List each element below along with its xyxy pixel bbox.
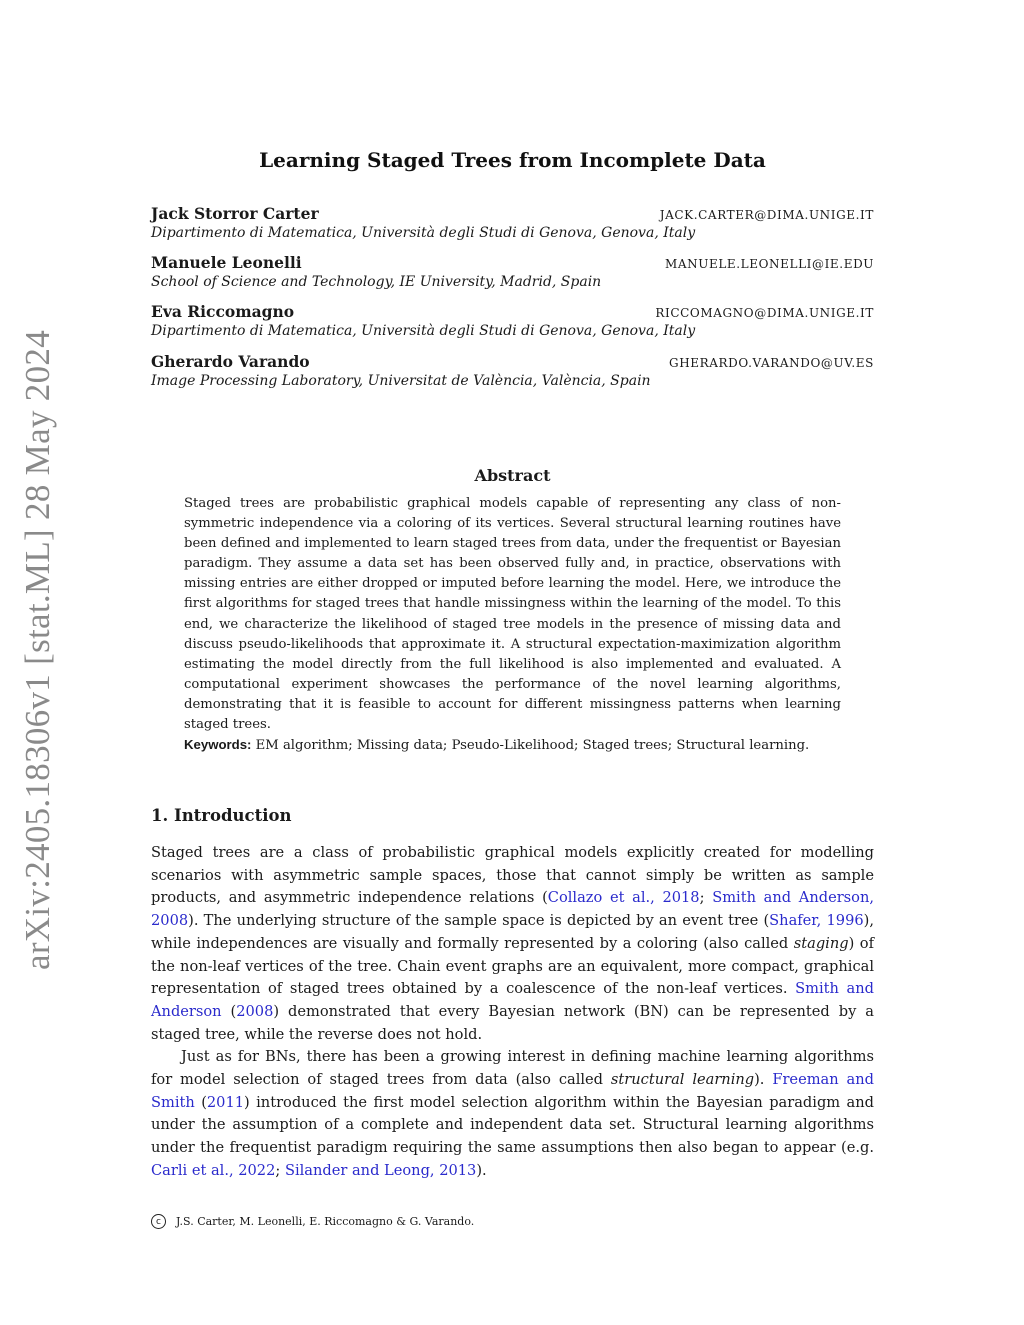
section-heading: 1. Introduction [151,806,292,825]
copyright-text: J.S. Carter, M. Leonelli, E. Riccomagno & G. Varando. [176,1215,475,1228]
abstract-heading: Abstract [474,466,551,485]
citation-link[interactable]: Silander and Leong, 2013 [284,1161,477,1179]
text-run: ( [221,1002,237,1020]
citation-link[interactable]: Freeman and Smith [151,1071,874,1111]
author-email[interactable]: MANUELE.LEONELLI@IE.EDU [665,257,874,271]
keywords-list: EM algorithm; Missing data; Pseudo-Likelihood; Staged trees; Structural learning. [255,738,810,754]
emphasis-term: structural learning [610,1071,755,1089]
emphasis-term: staging [793,934,849,952]
author-affiliation: Dipartimento di Matematica, Università degli Studi di Genova, Genova, Italy [151,323,696,339]
text-run: Staged trees are a class of probabilistic graphical models explicitly created for modelling scenarios with asymmetric sample spaces, those that cannot simply be written as sample products, and asymmetric independence relations ( [151,844,874,907]
citation-link[interactable]: 2008 [236,1002,274,1020]
keywords [184,735,841,756]
paper-title: Learning Staged Trees from Incomplete Data [259,148,766,172]
text-run: ). [476,1161,487,1179]
author-name: Jack Storror Carter [151,204,319,223]
copyright-footer [151,1214,474,1229]
citation-link[interactable]: Collazo et al., 2018 [547,889,700,907]
author-affiliation: Dipartimento di Matematica, Università degli Studi di Genova, Genova, Italy [151,225,696,241]
author-email[interactable]: RICCOMAGNO@DIMA.UNIGE.IT [655,306,874,320]
text-run: ) demonstrated that every Bayesian network (BN) can be represented by a staged tree, while the reverse does not hold. [151,1002,874,1043]
section-body [151,842,874,1183]
text-run: Just as for BNs, there has been a growing interest in defining machine learning algorithms for model selection of staged trees from data (also called [151,1048,874,1089]
text-run: ). The underlying structure of the sample space is depicted by an event tree ( [188,912,770,930]
citation-link[interactable]: Smith and Anderson [151,980,874,1020]
citation-link[interactable]: Smith and Anderson, 2008 [151,889,874,930]
text-run: ). [754,1071,773,1089]
author-affiliation: School of Science and Technology, IE University, Madrid, Spain [151,274,602,290]
text-run: ) of the non-leaf vertices of the tree. Chain event graphs are an equivalent, more compact, graphical representation of staged trees obtained by a coalescence of the non-leaf vertices. [151,934,874,998]
paragraph [151,1046,874,1182]
citation-link[interactable]: Carli et al., 2022 [151,1161,276,1179]
arxiv-identifier-text: arXiv:2405.18306v1 [stat.ML] 28 May 2024 [18,330,58,970]
abstract-text: Staged trees are probabilistic graphical models capable of representing any class of non-symmetric independence via a coloring of its vertices. Several structural learning routines have been defined and implemented to learn staged trees from data, under the frequentist or Bayesian paradigm. They assume a data set has been observed fully and, in practice, observations with missing entries are either dropped or imputed before learning the model. Here, we introduce the first algorithms for staged trees that handle missingness within the learning of the model. To this end, we characterize the likelihood of staged tree models in the presence of missing data and discuss pseudo-likelihoods that approximate it. A structural expectation-maximization algorithm estimating the model directly from the full likelihood is also implemented and evaluated. A computational experiment showcases the performance of the novel learning algorithms, demonstrating that it is feasible to account for different missingness patterns when learning staged trees. [184,496,841,733]
author-block [151,302,874,343]
author-affiliation: Image Processing Laboratory, Universitat de València, València, Spain [151,373,651,389]
abstract-body [184,494,841,756]
author-email[interactable]: GHERARDO.VARANDO@UV.ES [669,356,874,370]
author-block [151,352,874,393]
author-name: Manuele Leonelli [151,253,302,272]
arxiv-identifier [10,330,66,970]
author-email[interactable]: JACK.CARTER@DIMA.UNIGE.IT [659,208,874,222]
author-block [151,204,874,245]
text-run: ), while independences are visually and formally represented by a coloring (also called [151,912,874,952]
text-run: ; [699,889,713,907]
author-name: Gherardo Varando [151,352,310,371]
text-run: ( [194,1093,207,1111]
author-name: Eva Riccomagno [151,302,295,321]
paragraph [151,842,874,1046]
author-block [151,253,874,294]
citation-link[interactable]: Shafer, 1996 [769,912,864,930]
copyright-icon: c [151,1214,166,1229]
keywords-label: Keywords: [184,737,252,753]
text-run: ) introduced the first model selection algorithm within the Bayesian paradigm and under the assumption of a complete and independent data set. Structural learning algorithms under the frequentist paradigm requiring the same assumptions then also began to appear (e.g. [151,1093,874,1157]
text-run: ; [275,1161,285,1179]
citation-link[interactable]: 2011 [206,1093,245,1111]
